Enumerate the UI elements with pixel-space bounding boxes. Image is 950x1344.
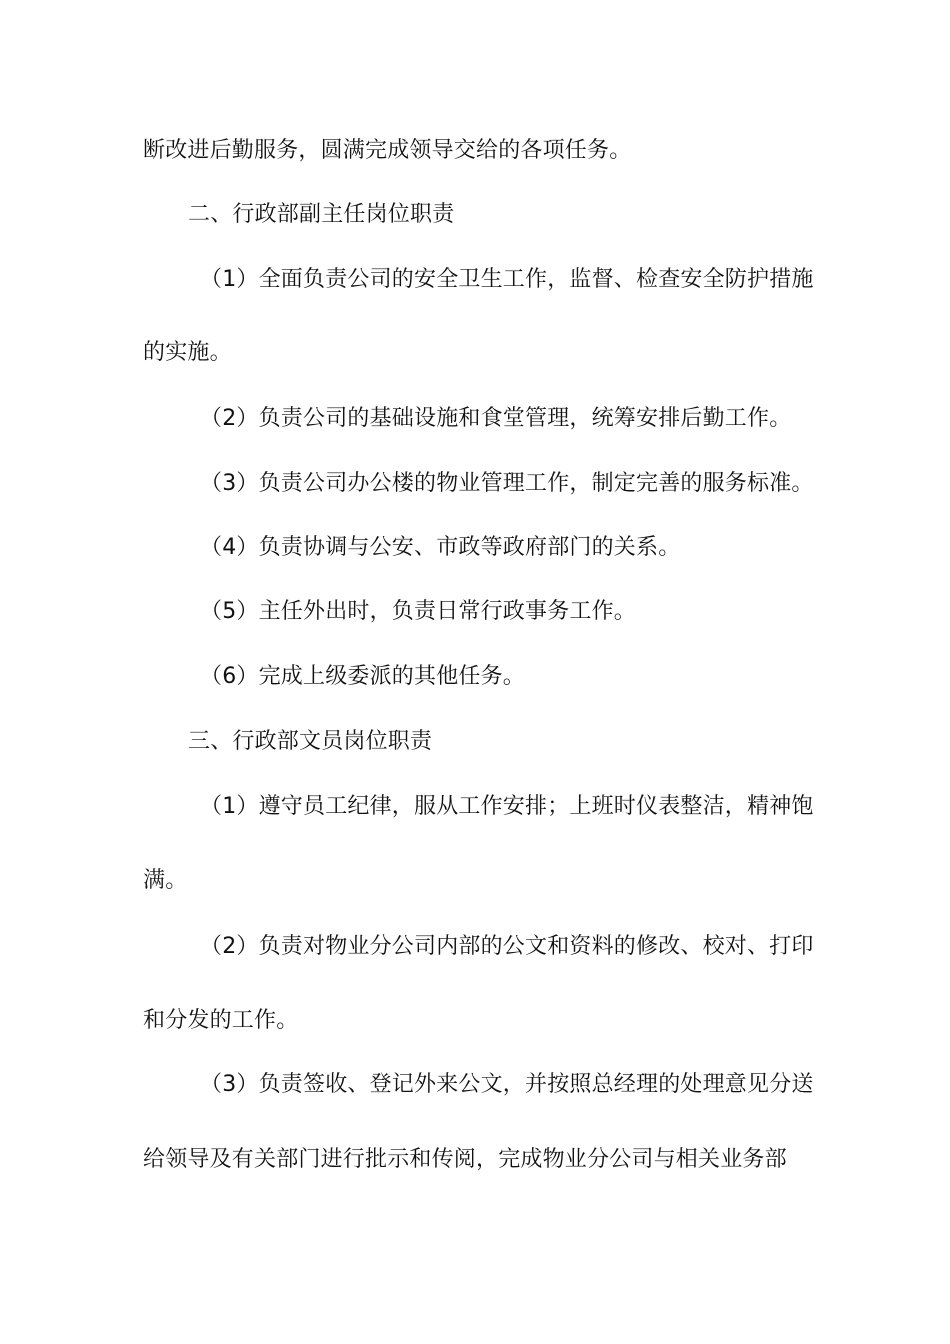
section-heading-deputy-director: 二、行政部副主任岗位职责 [188,202,455,227]
clerk-duty-3-continuation: 给领导及有关部门进行批示和传阅，完成物业分公司与相关业务部 [143,1147,787,1172]
clerk-duty-2: （2）负责对物业分公司内部的公文和资料的修改、校对、打印 [200,934,814,959]
deputy-duty-3: （3）负责公司办公楼的物业管理工作，制定完善的服务标准。 [200,471,814,496]
clerk-duty-3: （3）负责签收、登记外来公文，并按照总经理的处理意见分送 [200,1072,814,1097]
clerk-duty-2-continuation: 和分发的工作。 [143,1008,299,1033]
deputy-duty-5: （5）主任外出时，负责日常行政事务工作。 [200,599,636,624]
clerk-duty-1-continuation: 满。 [143,868,188,893]
deputy-duty-1: （1）全面负责公司的安全卫生工作，监督、检查安全防护措施 [200,267,814,292]
deputy-duty-6: （6）完成上级委派的其他任务。 [200,664,525,689]
deputy-duty-4: （4）负责协调与公安、市政等政府部门的关系。 [200,535,681,560]
deputy-duty-2: （2）负责公司的基础设施和食堂管理，统筹安排后勤工作。 [200,406,792,431]
paragraph-continuation: 断改进后勤服务，圆满完成领导交给的各项任务。 [143,138,632,163]
section-heading-clerk: 三、行政部文员岗位职责 [188,729,433,754]
clerk-duty-1: （1）遵守员工纪律，服从工作安排；上班时仪表整洁，精神饱 [200,794,814,819]
deputy-duty-1-continuation: 的实施。 [143,340,232,365]
